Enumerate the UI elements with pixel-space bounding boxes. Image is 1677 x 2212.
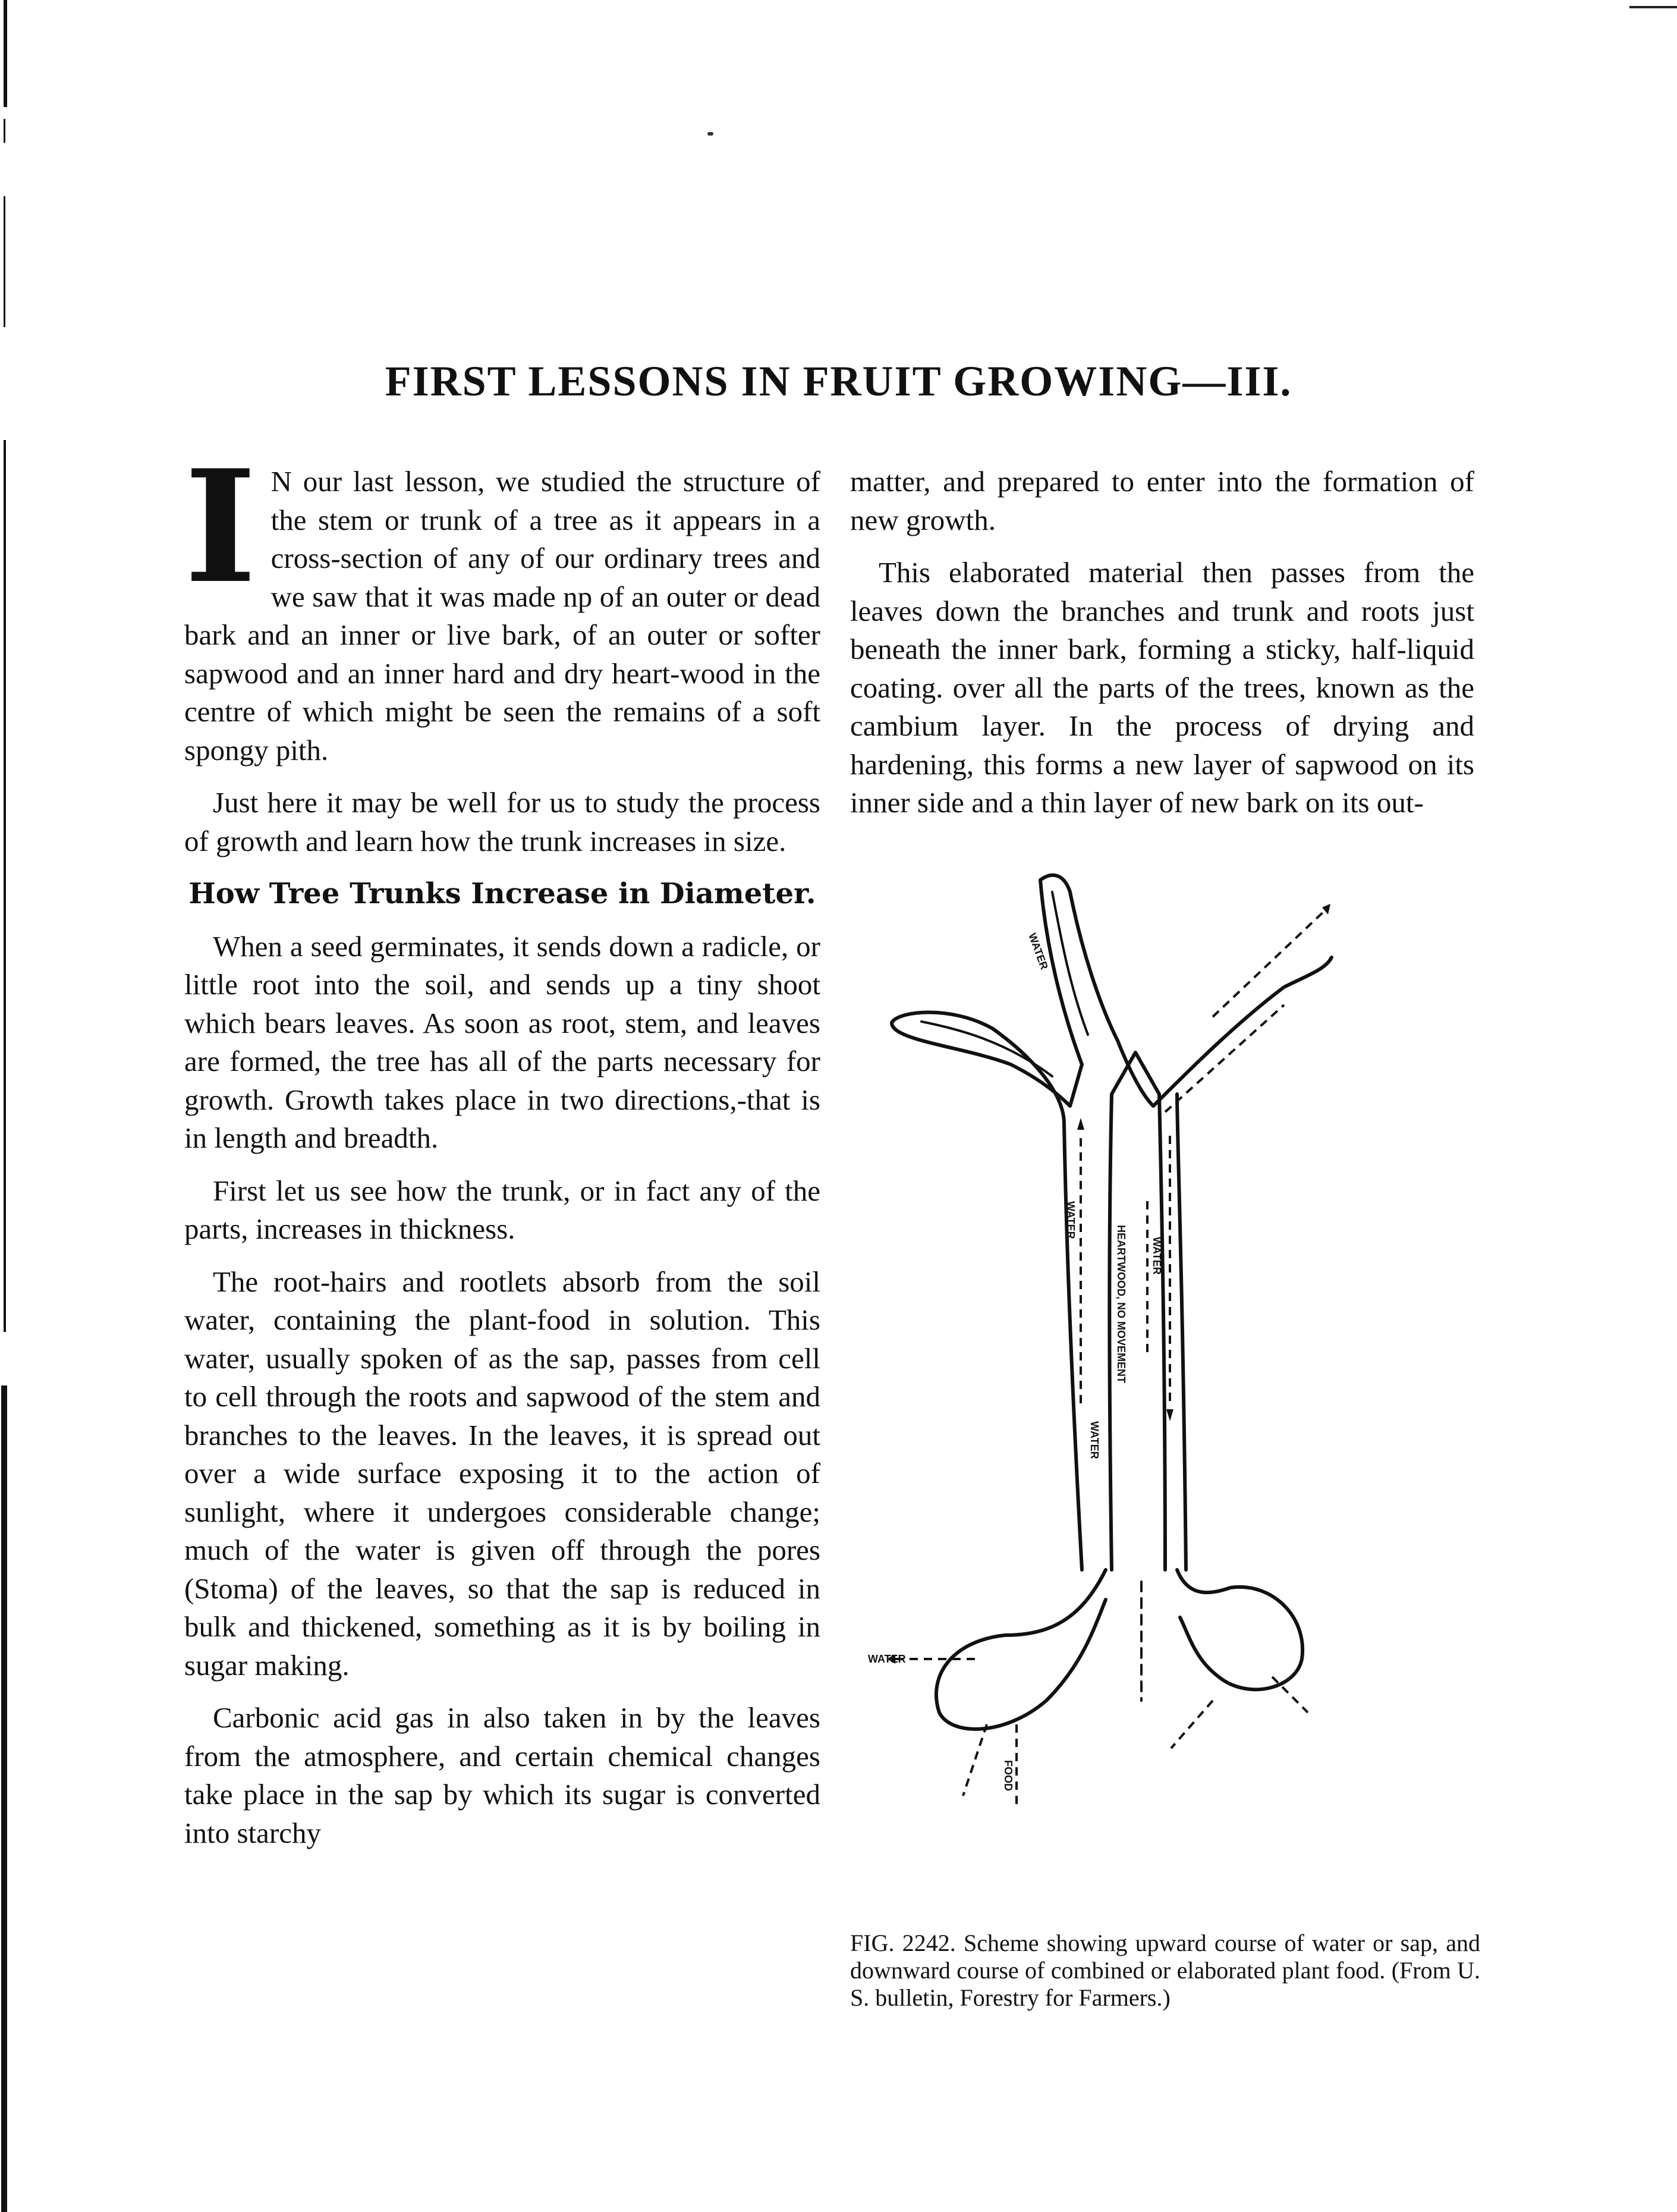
water-label-center: WATER (1151, 1237, 1163, 1275)
scan-edge-marks (0, 0, 13, 2212)
heartwood-label: HEARTWOOD, NO MOVEMENT (1115, 1225, 1127, 1383)
water-label-left: WATER (1065, 1201, 1077, 1239)
right-column (850, 463, 1474, 837)
scan-dot (707, 132, 713, 136)
paragraph-8: This elaborated material then passes from the leaves down the branches and trunk and roots just beneath the inner bark, forming a sticky, half-liquid coating. over all the parts of the trees, known as the cambium layer. In the process of drying and hardening, this forms a new layer of sapwood on its inner side and a thin layer of new bark on its out- (850, 556, 1474, 819)
paragraph-4: First let us see how the trunk, or in fact any of the parts, increases in thickness. (184, 1174, 820, 1245)
tree-sap-diagram (856, 868, 1486, 1909)
paragraph-1-text: N our last lesson, we studied the structure of the stem or trunk of a tree as it appears in a cross-section of any of our ordinary trees and we saw that it was made np of an outer or dead bark and an inner or live bark, of an outer or softer sapwood and an inner hard and dry heart-wood in the centre of which might be seen the remains of a soft spongy pith. (184, 465, 820, 766)
tree-outline-right (1177, 1094, 1186, 1570)
right-root (1177, 1570, 1302, 1689)
figure-caption: FIG. 2242. Scheme showing upward course of water or sap, and downward course of combined or elaborated plant food. (From U. S. bulletin, Forestry for Farmers.) (850, 1930, 1480, 2011)
paragraph-5: The root-hairs and rootlets absorb from the soil water, containing the plant-food in solution. This water, usually spoken of as the sap, passes from cell to cell through the roots and sapwood of the stem and branches to the leaves. In the leaves, it is spread out over a wide surface exposing it to the action of sunlight, where it undergoes considerable change; much of the water is given off through the pores (Stoma) of the leaves, so that the sap is reduced in bulk and thickened, something as it is by boiling in sugar making. (184, 1265, 820, 1682)
scan-top-rule (1629, 6, 1677, 8)
left-branch-inner (921, 1022, 1052, 1076)
page-title: FIRST LESSONS IN FRUIT GROWING—III. (385, 357, 1292, 405)
paragraph-7: matter, and prepared to enter into the formation of new growth. (850, 465, 1474, 536)
water-label-root: WATER (868, 1653, 906, 1665)
water-label-lower: WATER (1088, 1421, 1100, 1459)
subheading: How Tree Trunks Increase in Diameter. (188, 877, 816, 910)
food-label: FOOD (1002, 1760, 1014, 1791)
left-column (184, 436, 820, 1867)
paragraph-2: Just here it may be well for us to study the process of growth and learn how the trunk increases in size. (184, 786, 820, 857)
paragraph-1 (184, 436, 820, 769)
dropcap: I (184, 436, 257, 618)
water-label-top: WATER (1026, 931, 1050, 972)
paragraph-3: When a seed germinates, it sends down a radicle, or little root into the soil, and sends up a tiny shoot which bears leaves. As soon as root, stem, and leaves are formed, the tree has all of the parts necessary for growth. Growth takes place in two directions,-that is in length and breadth. (184, 929, 820, 1154)
top-branch-inner (1052, 892, 1088, 1035)
left-root (936, 1570, 1106, 1729)
paragraph-6: Carbonic acid gas in also taken in by the leaves from the atmosphere, and certain chemical changes take place in the sap by which its sugar is converted into starchy (184, 1701, 820, 1849)
